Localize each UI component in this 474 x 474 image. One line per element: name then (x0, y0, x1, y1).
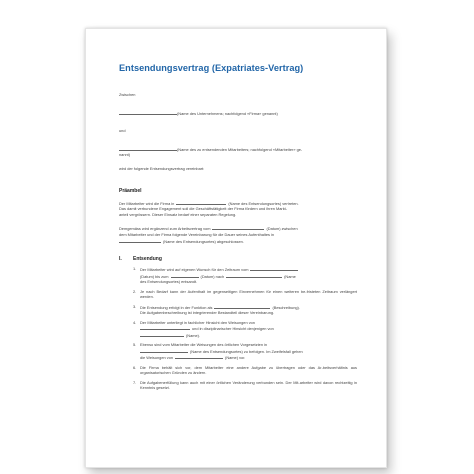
praeambel-text-1b: (Name des Entsendungsortes) vertreten. (228, 200, 299, 206)
document-page (85, 28, 387, 468)
praeambel-blank-1 (176, 200, 226, 205)
item-number: 6. (133, 364, 137, 370)
list-item (133, 266, 357, 285)
section-title: Entsendung (133, 256, 162, 263)
praeambel-blank-2 (212, 225, 264, 230)
employee-line (119, 146, 357, 153)
item-text: (Name des Entsendungsortes) zu befolgen. Im Zweifelsfall gehen (190, 348, 303, 354)
item-text: Die Aufgabenbeschreibung ist integrierender Bestandteil dieser Vereinbarung. (140, 310, 275, 316)
item-blank (214, 304, 270, 309)
item-text: und in disziplinarischer Hinsicht denjenigen von (192, 326, 274, 332)
section-number: I. (119, 256, 122, 263)
company-line (119, 110, 357, 117)
employee-caption-cont: nannt) (119, 152, 131, 158)
praeambel-text-2d: (Name des Entsendungsortes) abgeschlossen. (163, 238, 244, 244)
item-blank (226, 273, 282, 278)
agreement-sentence: wird der folgende Entsendungsvertrag vereinbart: (119, 165, 205, 171)
praeambel-line-2d (119, 238, 357, 245)
item-blank (140, 348, 188, 353)
item-blank (140, 332, 184, 337)
item-blank (250, 266, 298, 271)
item-text: Die Aufgabenerfüllung kann auch mit einer örtlichen Veränderung verbunden sein. Der Mit-arbeiter wird davon rechtzeitig in Kenntnis gesetzt. (140, 379, 357, 391)
praeambel-text-1a: Der Mitarbeiter wird die Firma in (119, 200, 175, 206)
item-text: Die Entsendung erfolgt in der Funktion als (140, 304, 213, 310)
praeambel-text-1c: Das damit verbundene Engagement soll die Geschäftstätigkeit der Firma fördern und ihren Markt- (119, 206, 288, 212)
praeambel-text-2c: dem Mitarbeiter und der Firma folgende Vereinbarung für die Dauer seines Aufenthaltes in (119, 231, 275, 237)
item-text: die Weisungen von (140, 355, 174, 361)
zwischen-label: Zwischen (119, 92, 136, 97)
item-text: Die Firma behält sich vor, dem Mitarbeiter eine andere Aufgabe zu übertragen oder das Ar-beitsverhältnis aus organisatorischen Gründen zu ändern. (140, 364, 357, 376)
praeambel-blank-3 (119, 238, 161, 243)
list-item (133, 380, 357, 391)
list-item (133, 365, 357, 376)
und-label: und (119, 128, 126, 134)
praeambel-heading: Präambel (119, 187, 142, 194)
list-item (133, 320, 357, 339)
item-text: (Beschreibung). (272, 304, 300, 310)
praeambel-text-2a: Demgemäss wird ergänzend zum Arbeitsvertrag vom (119, 226, 211, 232)
item-number: 5. (133, 342, 137, 348)
item-text: Ebenso sind vom Mitarbeiter die Weisungen des örtlichen Vorgesetzten in (140, 342, 268, 348)
list-item (133, 304, 357, 316)
item-blank (171, 273, 199, 278)
item-text: des Entsendungsortes) entsandt. (140, 279, 198, 285)
item-text: (Name (284, 273, 296, 279)
item-text: (Datum) nach (200, 273, 225, 279)
list-item (133, 342, 357, 361)
item-text: Der Mitarbeiter wird auf eigenen Wunsch für den Zeitraum vom (140, 267, 249, 273)
employee-blank (119, 146, 177, 151)
item-text: (Name). (186, 332, 201, 338)
item-number: 1. (133, 266, 137, 272)
praeambel-text-2b: (Datum) zwischen (266, 226, 298, 232)
item-number: 3. (133, 303, 137, 309)
item-text: (Datum) bis zum (140, 273, 169, 279)
company-blank (119, 110, 177, 115)
item-blank (175, 354, 223, 359)
praeambel-line-2 (119, 225, 357, 232)
item-text: Der Mitarbeiter unterliegt in fachlicher Hinsicht den Weisungen von (140, 319, 255, 325)
company-caption: (Name des Unternehmens; nachfolgend «Firma» genannt) (177, 110, 278, 116)
document-content (119, 63, 357, 395)
item-number: 4. (133, 319, 137, 325)
list-item (133, 289, 357, 300)
item-blank (140, 325, 190, 330)
item-text: Je nach Bedarf kann der Aufenthalt im gegenseitigen Einvernehmen für einen weiteren be-fristeten Zeitraum verlängert werden. (140, 288, 357, 300)
praeambel-line-1 (119, 200, 357, 207)
item-number: 2. (133, 288, 137, 294)
document-title: Entsendungsvertrag (Expatriates-Vertrag) (119, 63, 304, 73)
employee-caption: (Name des zu entsendenden Mitarbeiters; nachfolgend «Mitarbeiter» ge- (177, 146, 303, 152)
praeambel-text-1d: anteil vergrössern. Dieser Einsatz bedarf einer separaten Regelung. (119, 211, 237, 217)
item-number: 7. (133, 379, 137, 385)
item-text: (Name) vor. (225, 355, 246, 361)
